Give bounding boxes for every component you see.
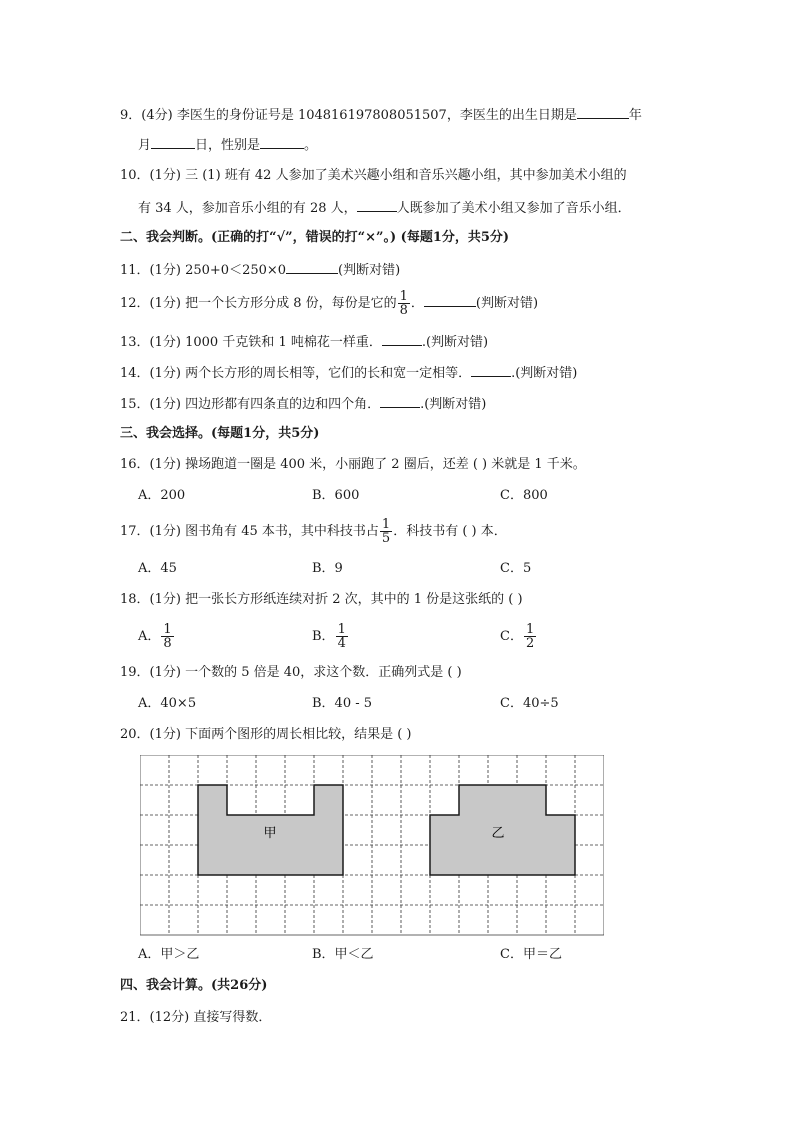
fraction-one-fifth: $\frac{1}{5}$ xyxy=(381,517,391,546)
section-4-heading: 四、我会计算。(共26分) xyxy=(120,978,268,993)
question-20-option-a[interactable]: A．甲＞乙 xyxy=(138,947,200,962)
question-15: 15．(1分) 四边形都有四条直的边和四个角． .(判断对错) xyxy=(120,393,486,413)
question-9-line2: 月 日，性别是 。 xyxy=(138,134,317,154)
question-17-option-a[interactable]: A．45 xyxy=(138,561,177,576)
question-13-blank[interactable] xyxy=(382,331,422,346)
birth-month-blank[interactable] xyxy=(151,134,195,149)
fraction-one-eighth-option: $\frac{1}{8}$ xyxy=(163,622,172,651)
question-14-blank[interactable] xyxy=(471,362,511,377)
section-2-heading: 二、我会判断。(正确的打“√”，错误的打“×”。) (每题1分，共5分) xyxy=(120,230,510,245)
question-19-option-a[interactable]: A．40×5 xyxy=(138,696,197,711)
question-17: 17．(1分) 图书角有 45 本书，其中科技书占 $\frac{1}{5}$ ．科技书有 ( ) 本． xyxy=(120,517,507,546)
question-16-option-a[interactable]: A．200 xyxy=(138,488,186,503)
question-9-line1: 9．(4分) 李医生的身份证号是 104816197808051507，李医生的出生日期是 年 xyxy=(120,104,642,124)
question-10-line2: 有 34 人，参加音乐小组的有 28 人， 人既参加了美术小组又参加了音乐小组． xyxy=(138,197,631,217)
question-16-option-b[interactable]: B．600 xyxy=(312,488,360,503)
question-18-option-a[interactable]: A． $\frac{1}{8}$ xyxy=(138,622,172,651)
question-17-option-b[interactable]: B．9 xyxy=(312,561,343,576)
shape-yi-label: 乙 xyxy=(491,826,505,841)
question-20-option-c[interactable]: C．甲＝乙 xyxy=(500,947,562,962)
question-14: 14．(1分) 两个长方形的周长相等，它们的长和宽一定相等． .(判断对错) xyxy=(120,362,577,382)
shape-jia-label: 甲 xyxy=(263,826,277,841)
question-16-option-c[interactable]: C．800 xyxy=(500,488,548,503)
question-19: 19．(1分) 一个数的 5 倍是 40，求这个数．正确列式是 ( ) xyxy=(120,665,462,680)
gender-blank[interactable] xyxy=(260,134,304,149)
fraction-one-half-option: $\frac{1}{2}$ xyxy=(525,622,535,651)
question-11: 11．(1分) 250+0＜250×0 (判断对错) xyxy=(120,259,400,279)
question-18-option-c[interactable]: C． $\frac{1}{2}$ xyxy=(500,622,535,651)
fraction-one-eighth: $\frac{1}{8}$ xyxy=(399,289,408,318)
question-19-option-c[interactable]: C．40÷5 xyxy=(500,696,559,711)
question-10-line1: 10．(1分) 三 (1) 班有 42 人参加了美术兴趣小组和音乐兴趣小组，其中参加美术小组的 xyxy=(120,168,627,183)
question-20-option-b[interactable]: B．甲＜乙 xyxy=(312,947,374,962)
perimeter-grid-figure xyxy=(140,755,604,937)
question-20: 20．(1分) 下面两个图形的周长相比较，结果是 ( ) xyxy=(120,727,412,742)
question-21: 21．(12分) 直接写得数． xyxy=(120,1010,272,1025)
fraction-one-quarter-option: $\frac{1}{4}$ xyxy=(337,622,346,651)
question-13: 13．(1分) 1000 千克铁和 1 吨棉花一样重． .(判断对错) xyxy=(120,331,488,351)
question-10-blank[interactable] xyxy=(357,197,397,212)
section-3-heading: 三、我会选择。(每题1分，共5分) xyxy=(120,426,320,441)
question-18-option-b[interactable]: B． $\frac{1}{4}$ xyxy=(312,622,346,651)
birth-year-blank[interactable] xyxy=(577,104,629,119)
question-16: 16．(1分) 操场跑道一圈是 400 米，小丽跑了 2 圈后，还差 ( ) 米就是 1 千米。 xyxy=(120,457,586,472)
question-15-blank[interactable] xyxy=(380,393,420,408)
question-18: 18．(1分) 把一张长方形纸连续对折 2 次，其中的 1 份是这张纸的 ( ) xyxy=(120,592,523,607)
question-12-blank[interactable] xyxy=(424,292,476,307)
question-19-option-b[interactable]: B．40 - 5 xyxy=(312,696,373,711)
question-17-option-c[interactable]: C．5 xyxy=(500,561,532,576)
question-12: 12．(1分) 把一个长方形分成 8 份，每份是它的 $\frac{1}{8}$ ． (判断对错) xyxy=(120,289,539,318)
question-11-blank[interactable] xyxy=(286,259,338,274)
